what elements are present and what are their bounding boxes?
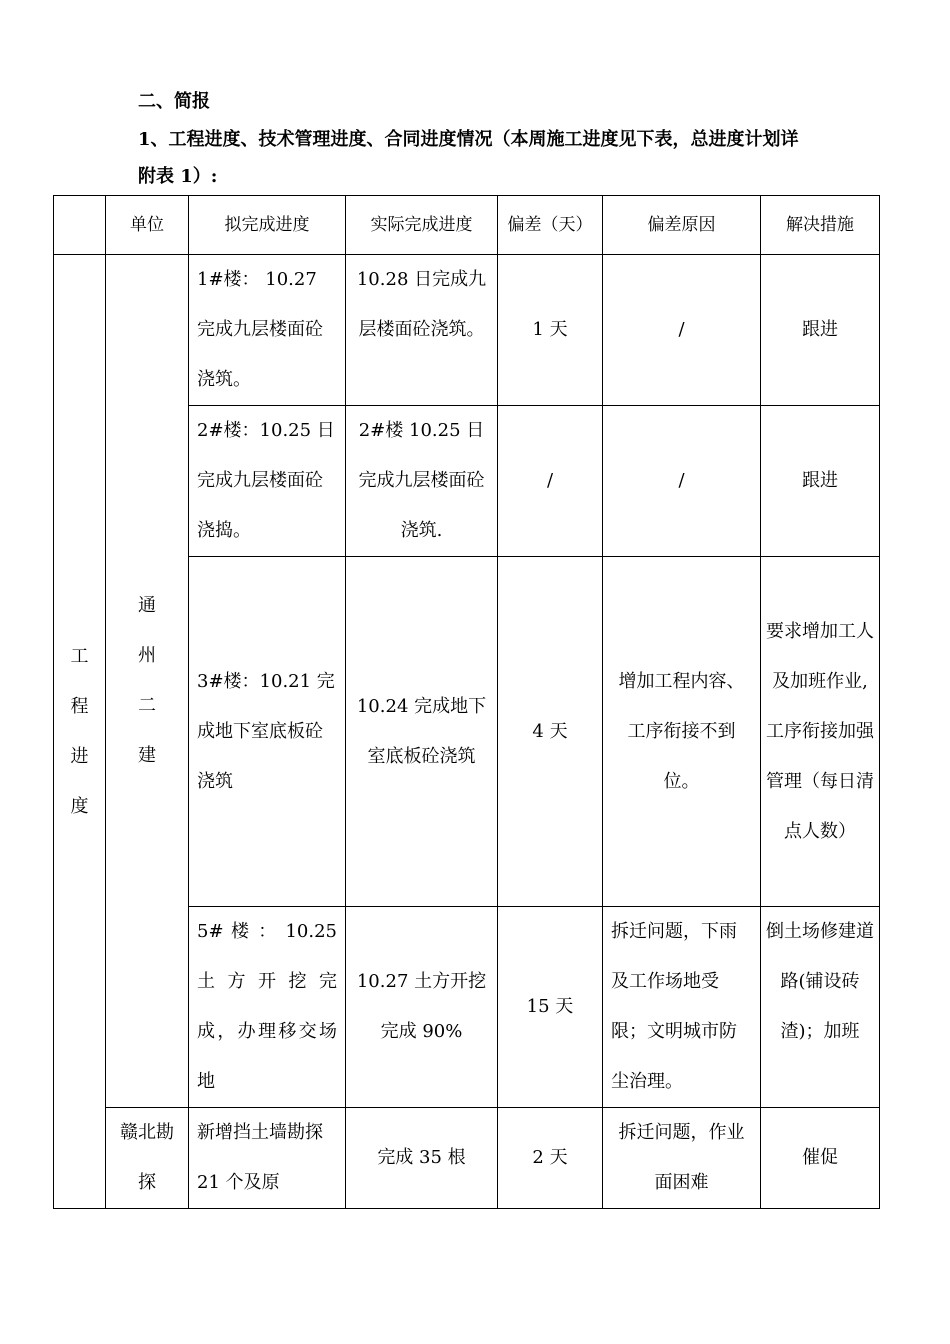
planned-cell: 新增挡土墙勘探 21 个及原 (189, 1108, 346, 1209)
reason-cell: 拆迁问题，下雨及工作场地受限；文明城市防尘治理。 (603, 907, 761, 1108)
deviation-cell: / (498, 406, 603, 557)
measure-text: 跟进 (802, 319, 838, 340)
measure-cell: 跟进 (761, 406, 880, 557)
actual-cell: 10.24 完成地下室底板砼浇筑 (346, 557, 498, 907)
planned-cell: 3#楼：10.21 完成地下室底板砼浇筑 (189, 557, 346, 907)
table-header-row (54, 196, 880, 255)
category-text: 工程进度 (70, 645, 89, 817)
header-cell-unit: 单位 (106, 196, 189, 255)
reason-cell: 增加工程内容、工序衔接不到位。 (603, 557, 761, 907)
actual-cell: 2#楼 10.25 日完成九层楼面砼浇筑. (346, 406, 498, 557)
reason-cell: / (603, 406, 761, 557)
measure-cell (761, 255, 880, 406)
reason-cell (603, 255, 761, 406)
deviation-cell: 15 天 (498, 907, 603, 1108)
actual-cell: 完成 35 根 (346, 1108, 498, 1209)
actual-cell: 10.28 日完成九层楼面砼浇筑。 (346, 255, 498, 406)
header-cell-reason: 偏差原因 (603, 196, 761, 255)
category-cell (54, 255, 106, 1209)
section-title: 二、简报 (138, 91, 210, 112)
planned-cell: 1#楼： 10.27 完成九层楼面砼浇筑。 (189, 255, 346, 406)
planned-cell: 2#楼：10.25 日完成九层楼面砼浇捣。 (189, 406, 346, 557)
header-cell-actual: 实际完成进度 (346, 196, 498, 255)
header-cell-planned: 拟完成进度 (189, 196, 346, 255)
planned-cell: 5# 楼 ： 10.25 土 方 开 挖 完 成，办理移交场地 (189, 907, 346, 1108)
deviation-cell: 4 天 (498, 557, 603, 907)
header-cell-deviation: 偏差（天） (498, 196, 603, 255)
subtitle-line-2: 附表 1）: (138, 166, 218, 187)
measure-cell: 催促 (761, 1108, 880, 1209)
table-row (54, 1108, 880, 1209)
unit-cell-ganbei: 赣北勘探 (106, 1108, 189, 1209)
header-cell-measure: 解决措施 (761, 196, 880, 255)
table-row (54, 255, 880, 406)
unit-cell-tongzhou (106, 255, 189, 1108)
reason-text: / (678, 319, 685, 340)
measure-cell: 要求增加工人及加班作业,工序衔接加强 管理（每日清点人数） (761, 557, 880, 907)
measure-cell: 倒土场修建道路(铺设砖渣)；加班 (761, 907, 880, 1108)
unit-text-tongzhou: 通州二建 (138, 595, 156, 766)
deviation-cell: 2 天 (498, 1108, 603, 1209)
reason-cell: 拆迁问题，作业面困难 (603, 1108, 761, 1209)
deviation-text: 1 天 (532, 319, 568, 340)
header-cell-empty (54, 196, 106, 255)
subtitle-line-1: 1、工程进度、技术管理进度、合同进度情况（本周施工进度见下表，总进度计划详 (138, 129, 799, 150)
progress-table (53, 195, 880, 1209)
deviation-cell (498, 255, 603, 406)
actual-cell: 10.27 土方开挖完成 90% (346, 907, 498, 1108)
